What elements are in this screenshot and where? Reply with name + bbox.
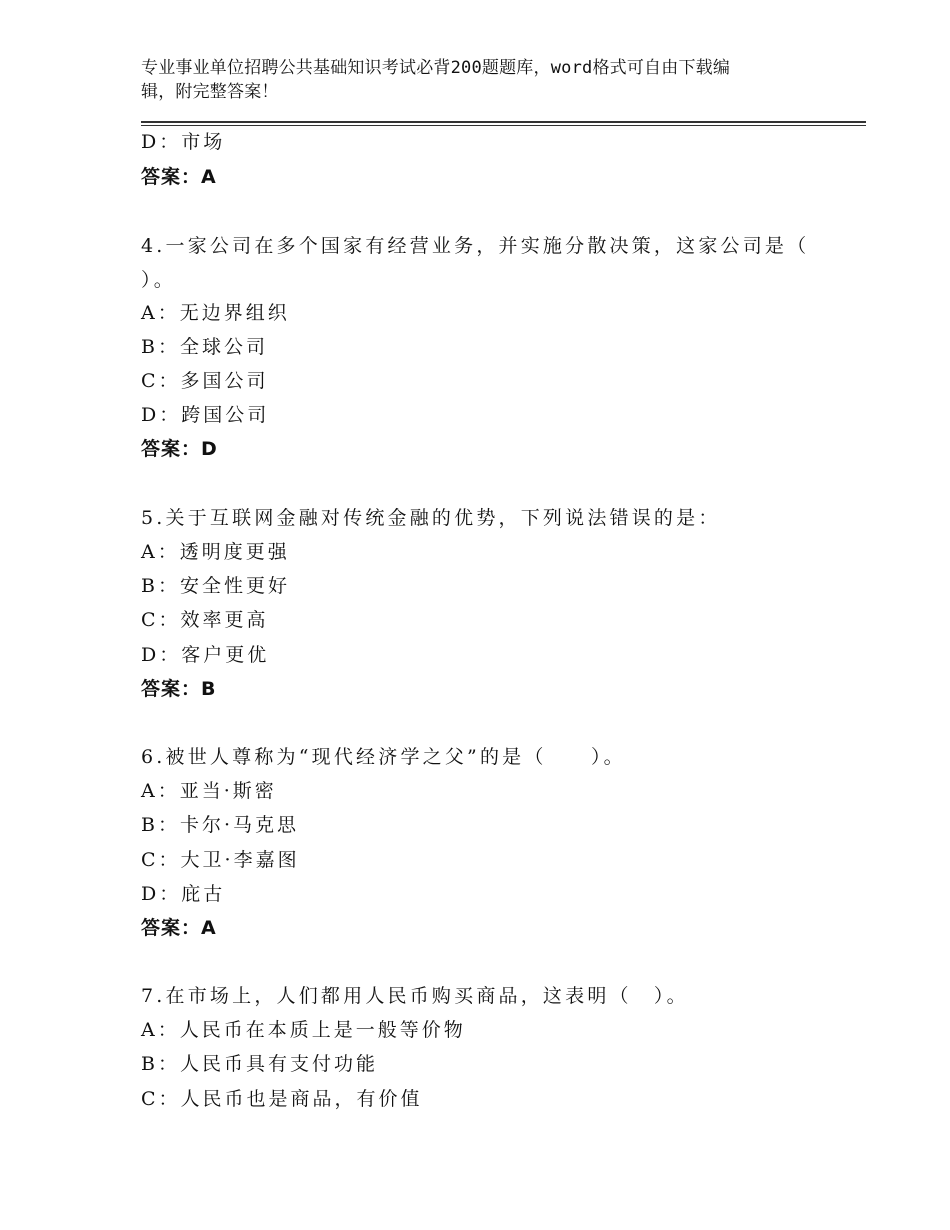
header-title-line-1: 专业事业单位招聘公共基础知识考试必背200题题库，word格式可自由下载编 [141, 58, 731, 78]
question-6-text: 6.被世人尊称为“现代经济学之父”的是（ ）。 [141, 746, 626, 768]
question-5-option-d: D：客户更优 [141, 644, 270, 666]
question-4-option-a: A：无边界组织 [141, 302, 290, 324]
question-5-option-c: C：效率更高 [141, 609, 269, 631]
question-6-answer: 答案：A [141, 917, 217, 939]
question-5-option-a: A：透明度更强 [141, 541, 290, 563]
question-7-option-a: A：人民币在本质上是一般等价物 [141, 1019, 466, 1041]
question-7-option-b: B：人民币具有支付功能 [141, 1053, 378, 1075]
question-6-option-a: A：亚当·斯密 [141, 780, 277, 802]
question-6-option-c: C：大卫·李嘉图 [141, 849, 300, 871]
question-7-text: 7.在市场上，人们都用人民币购买商品，这表明（ ）。 [141, 985, 689, 1007]
question-6-option-d: D：庇古 [141, 883, 226, 905]
question-7-option-c: C：人民币也是商品，有价值 [141, 1088, 423, 1110]
question-4-text-continued: ）。 [141, 269, 176, 291]
question-4-option-b: B：全球公司 [141, 336, 268, 358]
page-header [141, 56, 791, 104]
prev-question-answer: 答案：A [141, 166, 217, 188]
question-6-option-b: B：卡尔·马克思 [141, 814, 300, 836]
question-4-answer: 答案：D [141, 438, 218, 460]
prev-question-option-d: D：市场 [141, 131, 226, 153]
question-5-text: 5.关于互联网金融对传统金融的优势，下列说法错误的是： [141, 507, 721, 529]
question-4-option-c: C：多国公司 [141, 370, 269, 392]
header-divider [141, 121, 866, 126]
question-5-answer: 答案：B [141, 678, 217, 700]
question-5-option-b: B：安全性更好 [141, 575, 290, 597]
question-4-text: 4.一家公司在多个国家有经营业务，并实施分散决策，这家公司是（ [141, 235, 810, 257]
question-4-option-d: D：跨国公司 [141, 404, 270, 426]
header-title-line-2: 辑，附完整答案！ [141, 82, 279, 102]
